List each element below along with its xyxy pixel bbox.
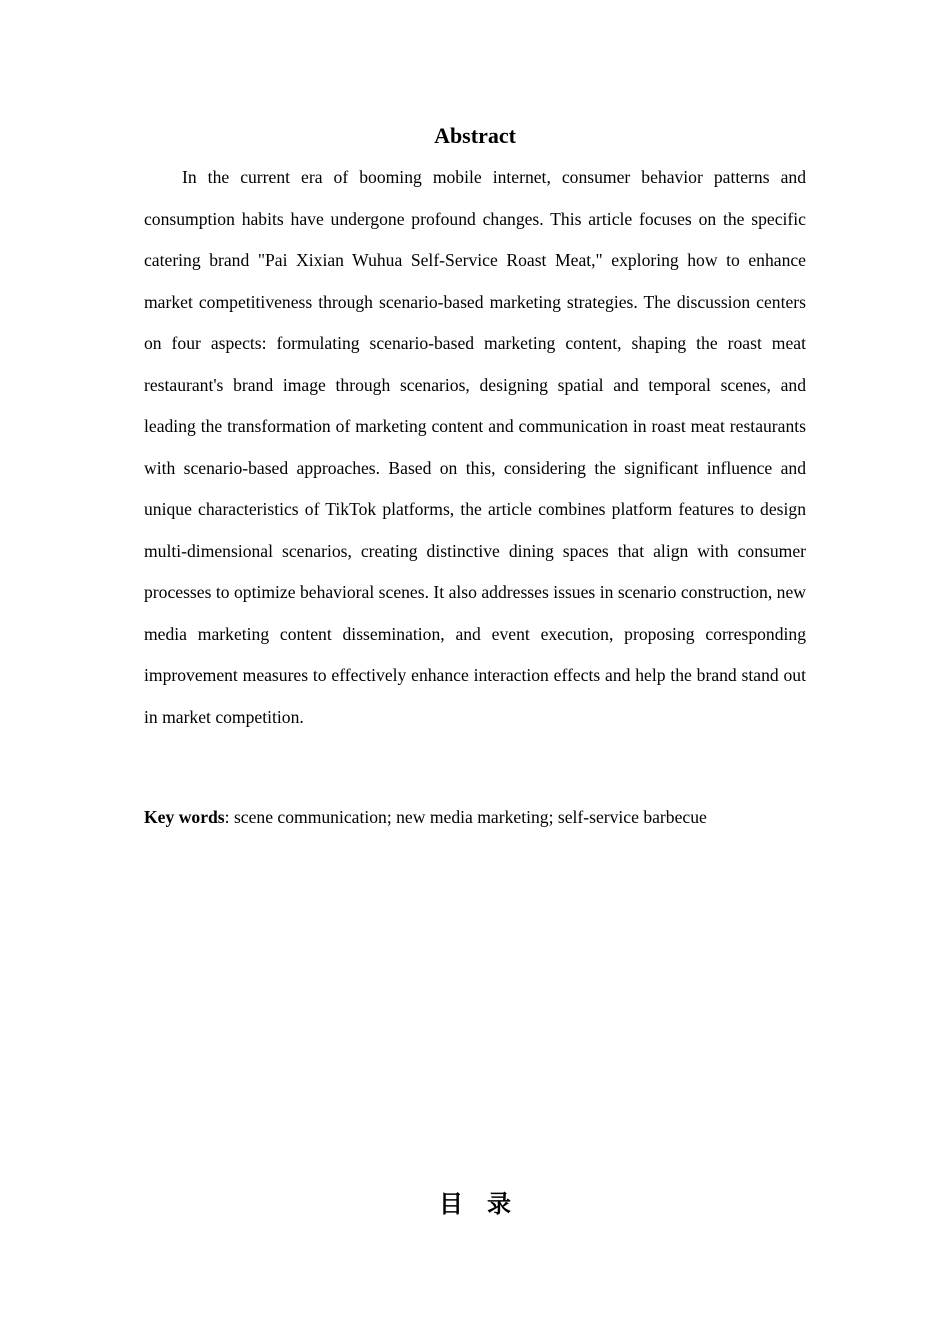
table-of-contents-title: 目录 [439,1190,535,1218]
abstract-title: Abstract [434,123,516,148]
keywords-label: Key words [144,807,225,827]
keywords-separator: : [224,807,234,827]
keywords-text: scene communication; new media marketing; self-service barbecue [233,807,707,827]
keywords-line [144,802,806,832]
abstract-body: In the current era of booming mobile internet, consumer behavior patterns and consumption habits have undergone profound changes. This article focuses on the specific catering brand "Pai Xixian Wuhua Self-Service Roast Meat," exploring how to enhance market competitiveness through scenario-based marketing strategies. The discussion centers on four aspects: formulating scenario-based marketing content, shaping the roast meat restaurant's brand image through scenarios, designing spatial and temporal scenes, and leading the transformation of marketing content and communication in roast meat restaurants with scenario-based approaches. Based on this, considering the significant influence and unique characteristics of TikTok platforms, the article combines platform features to design multi-dimensional scenarios, creating distinctive dining spaces that align with consumer processes to optimize behavioral scenes. It also addresses issues in scenario construction, new media marketing content dissemination, and event execution, proposing corresponding improvement measures to effectively enhance interaction effects and help the brand stand out in market competition. [144,167,806,727]
